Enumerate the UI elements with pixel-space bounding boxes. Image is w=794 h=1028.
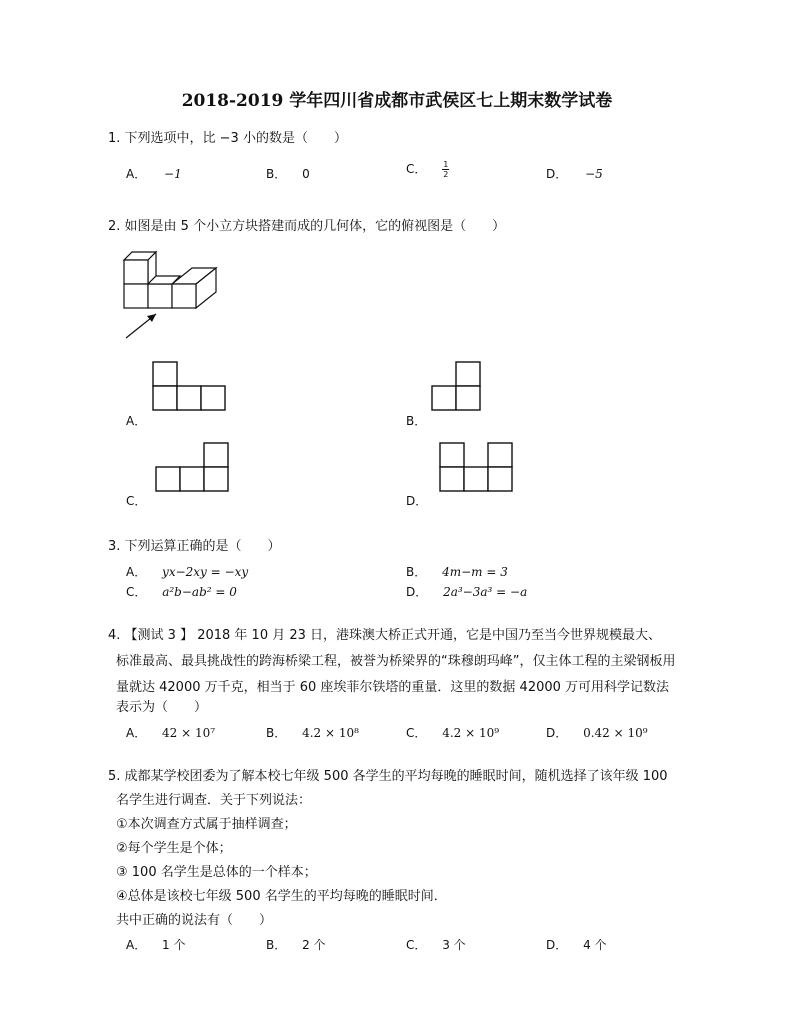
question-4-line-1: 4. 【测试 3 】 2018 年 10 月 23 日，港珠澳大桥正式开通，它是中国乃至当今世界规模最大、	[108, 628, 662, 643]
question-4-line-3: 量就达 42000 万千克，相当于 60 座埃菲尔铁塔的重量．这里的数据 42000 万可用科学记数法	[116, 680, 670, 695]
q4-option-b	[266, 724, 359, 741]
option-expr: 4m−m = 3	[442, 565, 508, 579]
q1-option-d	[546, 165, 603, 182]
q2-option-a-label: A．	[126, 414, 147, 428]
option-label: B．	[266, 167, 287, 181]
question-4-line-4: 表示为（ ）	[116, 700, 208, 715]
option-label: B．	[406, 565, 427, 579]
q3-option-c	[126, 583, 237, 600]
option-label: A．	[126, 938, 147, 952]
statement-3: ③ 100 名学生是总体的一个样本；	[116, 865, 317, 880]
option-label: B．	[266, 938, 287, 952]
option-expr: 0.42 × 10⁹	[583, 726, 648, 740]
option-expr: 4.2 × 10⁸	[302, 726, 359, 740]
q2-option-b-label: B．	[406, 414, 427, 428]
option-label: A．	[126, 726, 147, 740]
q4-option-d	[546, 724, 648, 741]
option-label: A．	[126, 565, 147, 579]
option-label: D．	[546, 167, 568, 181]
statement-4: ④总体是该校七年级 500 名学生的平均每晚的睡眠时间．	[116, 889, 447, 904]
option-label: C．	[406, 726, 427, 740]
q2-option-a-figure	[152, 361, 228, 413]
fraction-numerator: 1	[443, 160, 449, 169]
fraction-one-half	[442, 160, 449, 179]
cube-solid-figure	[116, 248, 226, 343]
option-label: C．	[406, 162, 427, 176]
option-value: 1 个	[162, 938, 186, 952]
q1-option-b	[266, 165, 310, 182]
option-value: 0	[302, 167, 310, 181]
q3-option-a	[126, 563, 248, 580]
option-expr: yx−2xy = −xy	[162, 565, 249, 579]
question-5-prompt: 共中正确的说法有（ ）	[116, 913, 273, 928]
option-label: D．	[546, 726, 568, 740]
q3-option-b	[406, 563, 508, 580]
option-label: C．	[126, 585, 147, 599]
q5-option-b	[266, 936, 326, 953]
option-expr: a²b−ab² = 0	[162, 585, 237, 599]
q1-option-a	[126, 165, 182, 182]
q5-option-d	[546, 936, 607, 953]
question-3-stem: 3. 下列运算正确的是（ ）	[108, 539, 281, 554]
fraction-denominator: 2	[443, 170, 449, 179]
option-expr: 2a³−3a³ = −a	[443, 585, 528, 599]
page-title: 2018-2019 学年四川省成都市武侯区七上期末数学试卷	[181, 91, 613, 111]
option-expr: 42 × 10⁷	[162, 726, 216, 740]
option-label: D．	[546, 938, 568, 952]
q2-option-d-label: D．	[406, 494, 428, 508]
option-label: B．	[266, 726, 287, 740]
question-5-line-1: 5. 成都某学校团委为了解本校七年级 500 各学生的平均每晚的睡眠时间，随机选择了该年级 100	[108, 769, 668, 784]
q5-option-c	[406, 936, 466, 953]
statement-1: ①本次调查方式属于抽样调查；	[116, 817, 297, 832]
q1-option-c	[406, 160, 449, 179]
option-value: 4 个	[583, 938, 607, 952]
option-label: D．	[406, 585, 428, 599]
q3-option-d	[406, 583, 527, 600]
q4-option-a	[126, 724, 215, 741]
statement-2: ②每个学生是个体；	[116, 841, 232, 856]
question-2-stem: 2. 如图是由 5 个小立方块搭建而成的几何体，它的俯视图是（ ）	[108, 219, 506, 234]
q2-option-c-figure	[154, 442, 232, 494]
q2-option-c-label: C．	[126, 494, 147, 508]
q5-option-a	[126, 936, 186, 953]
q2-option-d-figure	[439, 442, 517, 494]
option-value: −1	[164, 167, 182, 181]
option-expr: 4.2 × 10⁹	[442, 726, 500, 740]
question-1-stem: 1. 下列选项中，比 −3 小的数是（ ）	[108, 131, 347, 146]
question-4-line-2: 标准最高、最具挑战性的跨海桥梁工程，被誉为桥梁界的“珠穆朗玛峰”，仅主体工程的主梁钢板用	[116, 654, 676, 669]
q4-option-c	[406, 724, 499, 741]
option-value: −5	[585, 167, 603, 181]
question-5-line-2: 名学生进行调查．关于下列说法：	[116, 793, 312, 808]
option-label: C．	[406, 938, 427, 952]
option-value: 2 个	[302, 938, 326, 952]
option-value: 3 个	[442, 938, 466, 952]
q2-option-b-figure	[431, 361, 485, 413]
option-label: A．	[126, 167, 147, 181]
